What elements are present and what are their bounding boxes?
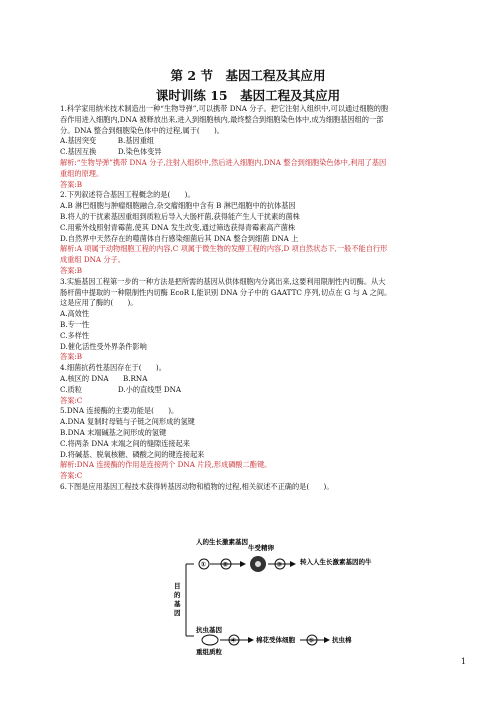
gene-engineering-diagram bbox=[170, 536, 372, 656]
question-line: A.基因突变 B.基因重组 bbox=[60, 136, 155, 146]
page-number: 1 bbox=[460, 657, 466, 666]
target-gene-char: 基 bbox=[174, 600, 181, 608]
question-line: B.将人的干扰素基因重组到质粒后导入大肠杆菌,获得能产生人干扰素的菌株 bbox=[60, 212, 300, 221]
answer-line: 答案:C bbox=[60, 395, 83, 405]
insect-gene-label: 抗虫基因 bbox=[196, 626, 222, 634]
target-gene-char: 目 bbox=[174, 582, 181, 590]
answer-line: 答案:B bbox=[60, 352, 83, 362]
question-line: D.将碱基、脱氧核糖、磷酸之间的键连接起来 bbox=[60, 449, 205, 459]
answer-line: 答案:B bbox=[60, 179, 83, 189]
diagram-svg bbox=[170, 536, 372, 656]
recombinant-plasmid-label: 重组质粒 bbox=[196, 648, 222, 656]
cotton-cell-label: 棉花受体细胞 bbox=[256, 636, 295, 644]
question-line: 1.科学家用纳米技术制造出一种“生物导弹”,可以携带 DNA 分子。把它注射入组织中,可以通过细胞的胞 bbox=[60, 104, 389, 113]
question-line: D.自然界中天然存在的噬菌体自行感染细菌后其 DNA 整合到细菌 DNA 上 bbox=[60, 233, 299, 243]
section-title: 第 2 节 基因工程及其应用 bbox=[170, 68, 326, 83]
step1: ① bbox=[200, 560, 207, 569]
question-line: C.基因互换 D.染色体变异 bbox=[60, 147, 162, 157]
explanation-line: 重组的原理。 bbox=[60, 168, 104, 178]
question-line: C.质粒 D.小的直线型 DNA bbox=[60, 384, 182, 394]
question-line: B.专一性 bbox=[60, 320, 90, 329]
target-gene-char: 的 bbox=[174, 591, 181, 599]
human-gh-gene-label: 人的生长激素基因 bbox=[196, 538, 248, 546]
fertilized-egg-label: 牛受精卵 bbox=[248, 544, 274, 552]
question-line: A.高效性 bbox=[60, 309, 90, 319]
question-line: 吞作用进入细胞内,DNA 被释放出来,进入到细胞核内,最终整合到细胞染色体中,成为细胞基因组的一部 bbox=[60, 114, 384, 124]
question-line: C.将两条 DNA 末端之间的缝隙连接起来 bbox=[60, 438, 190, 448]
question-line: C.多样性 bbox=[60, 330, 90, 340]
question-line: 5.DNA 连接酶的主要功能是( )。 bbox=[60, 406, 179, 416]
question-line: 肠杆菌中提取的一种限制性内切酶 EcoR Ⅰ,能识别 DNA 分子中的 GAATTC 序列,切点在 G 与 A 之间。 bbox=[60, 287, 392, 297]
insect-resistant-cotton-label: 抗虫棉 bbox=[332, 636, 352, 644]
arrow-2-head bbox=[290, 561, 296, 567]
question-line: 4.细菌抗药性基因存在于( )。 bbox=[60, 363, 166, 373]
step4: ④ bbox=[230, 636, 237, 645]
answer-line: 答案:C bbox=[60, 471, 83, 481]
question-line: D.催化活性受外界条件影响 bbox=[60, 341, 147, 351]
explanation-line: 解析:“生物导弹”携带 DNA 分子,注射入组织中,然后进入细胞内,DNA 整合到细胞染色体中,利用了基因 bbox=[60, 158, 387, 167]
question-line: A.B 淋巴细胞与肿瘤细胞融合,杂交瘤细胞中含有 B 淋巴细胞中的抗体基因 bbox=[60, 201, 296, 211]
explanation-line: 解析:DNA 连接酶的作用是连接两个 DNA 片段,形成磷酸二酯键。 bbox=[60, 460, 272, 470]
lesson-title: 课时训练 15 基因工程及其应用 bbox=[155, 88, 341, 103]
plasmid-icon bbox=[202, 635, 218, 645]
step2: ② bbox=[222, 560, 229, 569]
question-line: B.DNA 末端碱基之间形成的氢键 bbox=[60, 428, 167, 437]
question-line: 分。DNA 整合到细胞染色体中的过程,属于( )。 bbox=[60, 125, 224, 135]
step3: ③ bbox=[276, 560, 283, 569]
step5: ⑤ bbox=[308, 636, 315, 645]
answer-line: 答案:B bbox=[60, 266, 83, 275]
explanation-line: 成重组 DNA 分子。 bbox=[60, 255, 125, 265]
egg-nucleus-icon bbox=[255, 561, 261, 567]
question-line: 3.实施基因工程第一步的一种方法是把所需的基因从供体细胞内分离出来,这要利用限制性内切酶。从大 bbox=[60, 276, 386, 286]
arrow-3-head bbox=[248, 637, 254, 643]
arrow-1-head bbox=[240, 561, 246, 567]
question-line: A.核区的 DNA B.RNA bbox=[60, 374, 148, 383]
question-line: C.用紫外线照射青霉菌,使其 DNA 发生改变,通过筛选获得青霉素高产菌株 bbox=[60, 222, 296, 232]
question-line: 2.下列叙述符合基因工程概念的是( )。 bbox=[60, 190, 195, 200]
question-line: 6.下图是应用基因工程技术获得转基因动物和植物的过程,相关叙述不正确的是( )。 bbox=[60, 482, 334, 491]
question-line: A.DNA 复制时母链与子链之间形成的氢键 bbox=[60, 417, 195, 427]
question-line: 这是应用了酶的( )。 bbox=[60, 298, 138, 308]
target-gene-char: 因 bbox=[174, 609, 181, 617]
diagram-target-gene-label bbox=[174, 582, 181, 617]
arrow-4-head bbox=[324, 637, 330, 643]
explanation-line: 解析:A 项属于动物细胞工程的内容,C 项属于微生物的发酵工程的内容,D 项自然状态下,一般不能自行形 bbox=[60, 244, 388, 254]
transgenic-cow-label: 转入人生长激素基因的牛 bbox=[300, 558, 372, 566]
